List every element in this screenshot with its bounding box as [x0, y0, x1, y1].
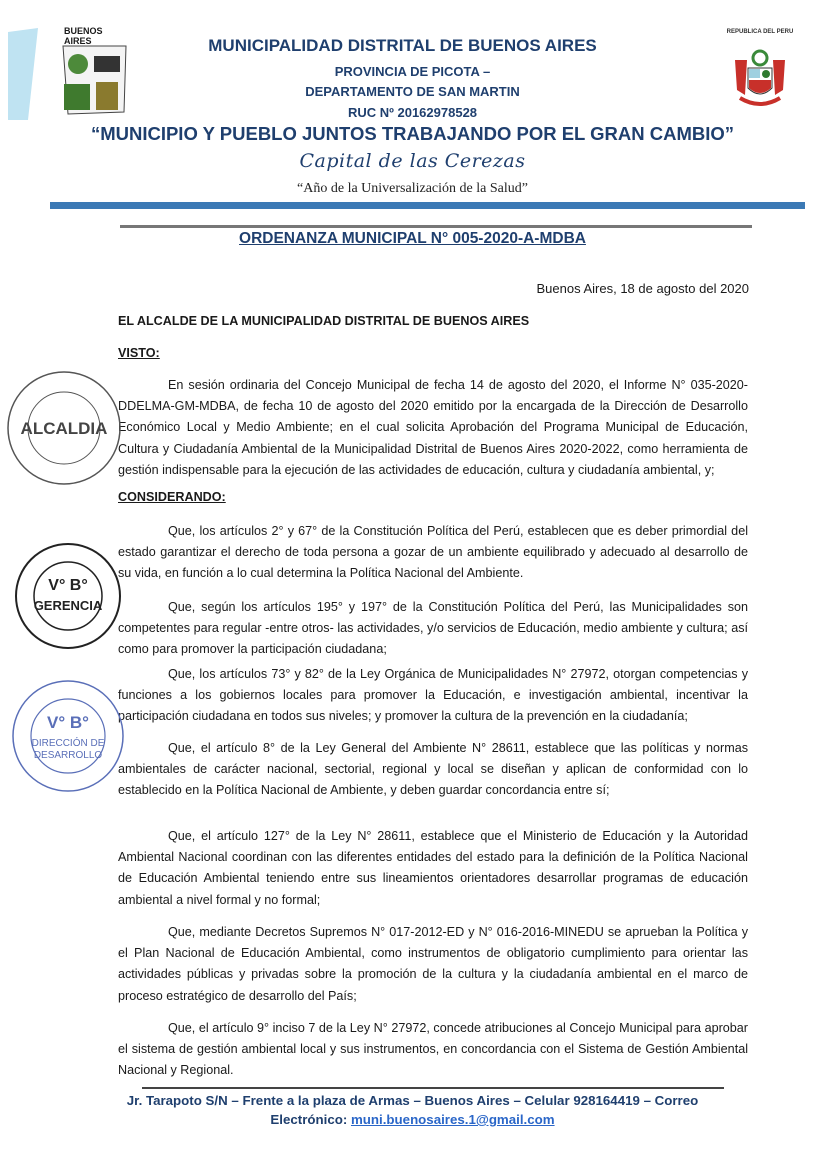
considerando-paragraph: Que, según los artículos 195° y 197° de la Constitución Política del Perú, las Municipalidades son competentes para regular -entre otros- las actividades, y/o servicios de Educación, medio ambiente y cultura; así como para promover la participación ciudadana;: [118, 600, 748, 657]
motto: “MUNICIPIO Y PUEBLO JUNTOS TRABAJANDO POR EL GRAN CAMBIO”: [90, 123, 735, 144]
svg-text:DIRECCIÓN DE: DIRECCIÓN DE: [31, 738, 105, 749]
svg-text:GERENCIA: GERENCIA: [33, 598, 103, 613]
alcaldia-stamp: [4, 368, 124, 493]
considerando-heading: CONSIDERANDO:: [118, 490, 226, 504]
document-title: ORDENANZA MUNICIPAL N° 005-2020-A-MDBA: [239, 230, 586, 247]
title-rule: [120, 225, 752, 228]
municipality-name: MUNICIPALIDAD DISTRITAL DE BUENOS AIRES: [208, 36, 597, 55]
considerando-paragraph: Que, los artículos 2° y 67° de la Constitución Política del Perú, establecen que es deber primordial del estado garantizar el derecho de toda persona a gozar de un ambiente equilibrado y adecuado al desarrollo de su vida, en función a lo cual determina la Política Nacional del Ambiente.: [118, 524, 748, 581]
email-label: Electrónico:: [270, 1112, 348, 1127]
province: PROVINCIA DE PICOTA –: [334, 64, 491, 79]
year-name: “Año de la Universalización de la Salud”: [297, 181, 528, 196]
department: DEPARTAMENTO DE SAN MARTIN: [305, 84, 520, 99]
footer-email-line: [0, 1112, 825, 1127]
date-line: Buenos Aires, 18 de agosto del 2020: [536, 281, 749, 296]
considerando-paragraph: Que, mediante Decretos Supremos N° 017-2012-ED y N° 016-2016-MINEDU se aprueban la Política y el Plan Nacional de Educación Ambiental, como instrumentos de obligatorio cumplimiento para orientar las actividades públicas y privadas sobre la promoción de la cultura y la ciudadanía ambiental en el marco de proceso estratégico de desarrollo del País;: [118, 925, 748, 1003]
svg-text:ALCALDIA: ALCALDIA: [20, 419, 108, 438]
svg-text:V° B°: V° B°: [47, 713, 89, 732]
header-divider: [50, 202, 805, 209]
tagline: Capital de las Cerezas: [299, 150, 526, 172]
direccion-stamp: [8, 676, 128, 801]
svg-text:DESARROLLO: DESARROLLO: [33, 750, 103, 761]
considerando-paragraph: Que, el artículo 9° inciso 7 de la Ley N° 27972, concede atribuciones al Concejo Municipal para aprobar el sistema de gestión ambiental local y sus instrumentos, en concordancia con el Sistema de Gestión Ambiental Nacional y Regional.: [118, 1021, 748, 1078]
considerando-paragraph: Que, el artículo 127° de la Ley N° 28611, establece que el Ministerio de Educación y la Autoridad Ambiental Nacional coordinan con las diferentes entidades del estado para la definición de la Política Nacional de Educación Ambiental teniendo entre sus lineamientos orientadores desarrollar programas de educación ambiental a nivel formal y no formal;: [118, 829, 748, 907]
ruc: RUC Nº 20162978528: [347, 105, 478, 120]
coat-of-arms-text: REPUBLICA DEL PERU: [726, 29, 794, 35]
visto-heading: VISTO:: [118, 346, 160, 360]
footer-address: Jr. Tarapoto S/N – Frente a la plaza de Armas – Buenos Aires – Celular 928164419 – Correo: [126, 1093, 699, 1108]
considerando-paragraph: Que, los artículos 73° y 82° de la Ley Orgánica de Municipalidades N° 27972, otorgan competencias y funciones a los gobiernos locales para promover la Educación, e investigación ambiental, incentivar la participación ciudadana en todos sus niveles; y promover la cultura de la prevención en la ciudadanía;: [118, 667, 748, 724]
logo-text: BUENOS AIRES: [64, 26, 103, 46]
gerencia-stamp: [12, 540, 124, 657]
considerando-paragraph: Que, el artículo 8° de la Ley General del Ambiente N° 28611, establece que las políticas y normas ambientales de carácter nacional, sectorial, regional y local se diseñan y aplican de conformidad con lo establecido en la Política Nacional de Ambiente, y deben guardar concordancia entre sí;: [118, 741, 748, 798]
visto-paragraph: En sesión ordinaria del Concejo Municipal de fecha 14 de agosto del 2020, el Informe N° 035-2020-DDELMA-GM-MDBA, de fecha 10 de agosto del 2020 emitido por la encargada de la Dirección de Desarrollo Económico Local y Medio Ambiente; en el cual solicita Aprobación del Programa Municipal de Educación, Cultura y Ciudadanía Ambiental de la Municipalidad Distrital de Buenos Aires 2020-2022, como herramienta de gestión indispensable para la ejecución de las actividades de educación, cultura y ciudadanía ambiental, y;: [118, 378, 748, 477]
footer-rule: [142, 1087, 724, 1089]
svg-text:V° B°: V° B°: [48, 577, 88, 594]
email-link[interactable]: muni.buenosaires.1@gmail.com: [350, 1112, 555, 1127]
authority: EL ALCALDE DE LA MUNICIPALIDAD DISTRITAL DE BUENOS AIRES: [118, 314, 530, 328]
